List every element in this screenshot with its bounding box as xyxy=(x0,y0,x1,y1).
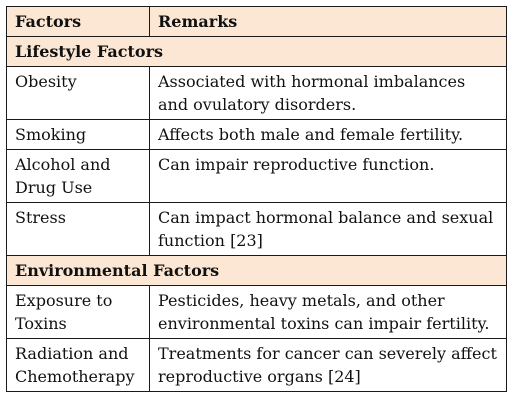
table-row xyxy=(7,203,507,256)
remark-cell: Pesticides, heavy metals, and other environmental toxins can impair fertility. xyxy=(150,286,507,339)
table-row xyxy=(7,286,507,339)
table-row xyxy=(7,150,507,203)
remark-cell: Can impair reproductive function. xyxy=(150,150,507,203)
factors-table xyxy=(6,6,507,392)
factor-cell: Stress xyxy=(7,203,150,256)
remark-cell: Associated with hormonal imbalances and ovulatory disorders. xyxy=(150,67,507,120)
table-row xyxy=(7,339,507,392)
factor-cell: Exposure to Toxins xyxy=(7,286,150,339)
factor-cell: Obesity xyxy=(7,67,150,120)
table-header-row xyxy=(7,7,507,37)
remark-cell: Affects both male and female fertility. xyxy=(150,120,507,150)
table-row xyxy=(7,67,507,120)
header-remarks: Remarks xyxy=(150,7,507,37)
factor-cell: Smoking xyxy=(7,120,150,150)
remark-cell: Can impact hormonal balance and sexual function [23] xyxy=(150,203,507,256)
section-title: Environmental Factors xyxy=(7,256,507,286)
factor-cell: Radiation and Chemotherapy xyxy=(7,339,150,392)
table-row xyxy=(7,120,507,150)
factor-cell: Alcohol and Drug Use xyxy=(7,150,150,203)
section-row-environmental xyxy=(7,256,507,286)
remark-cell: Treatments for cancer can severely affect reproductive organs [24] xyxy=(150,339,507,392)
section-title: Lifestyle Factors xyxy=(7,37,507,67)
header-factors: Factors xyxy=(7,7,150,37)
section-row-lifestyle xyxy=(7,37,507,67)
